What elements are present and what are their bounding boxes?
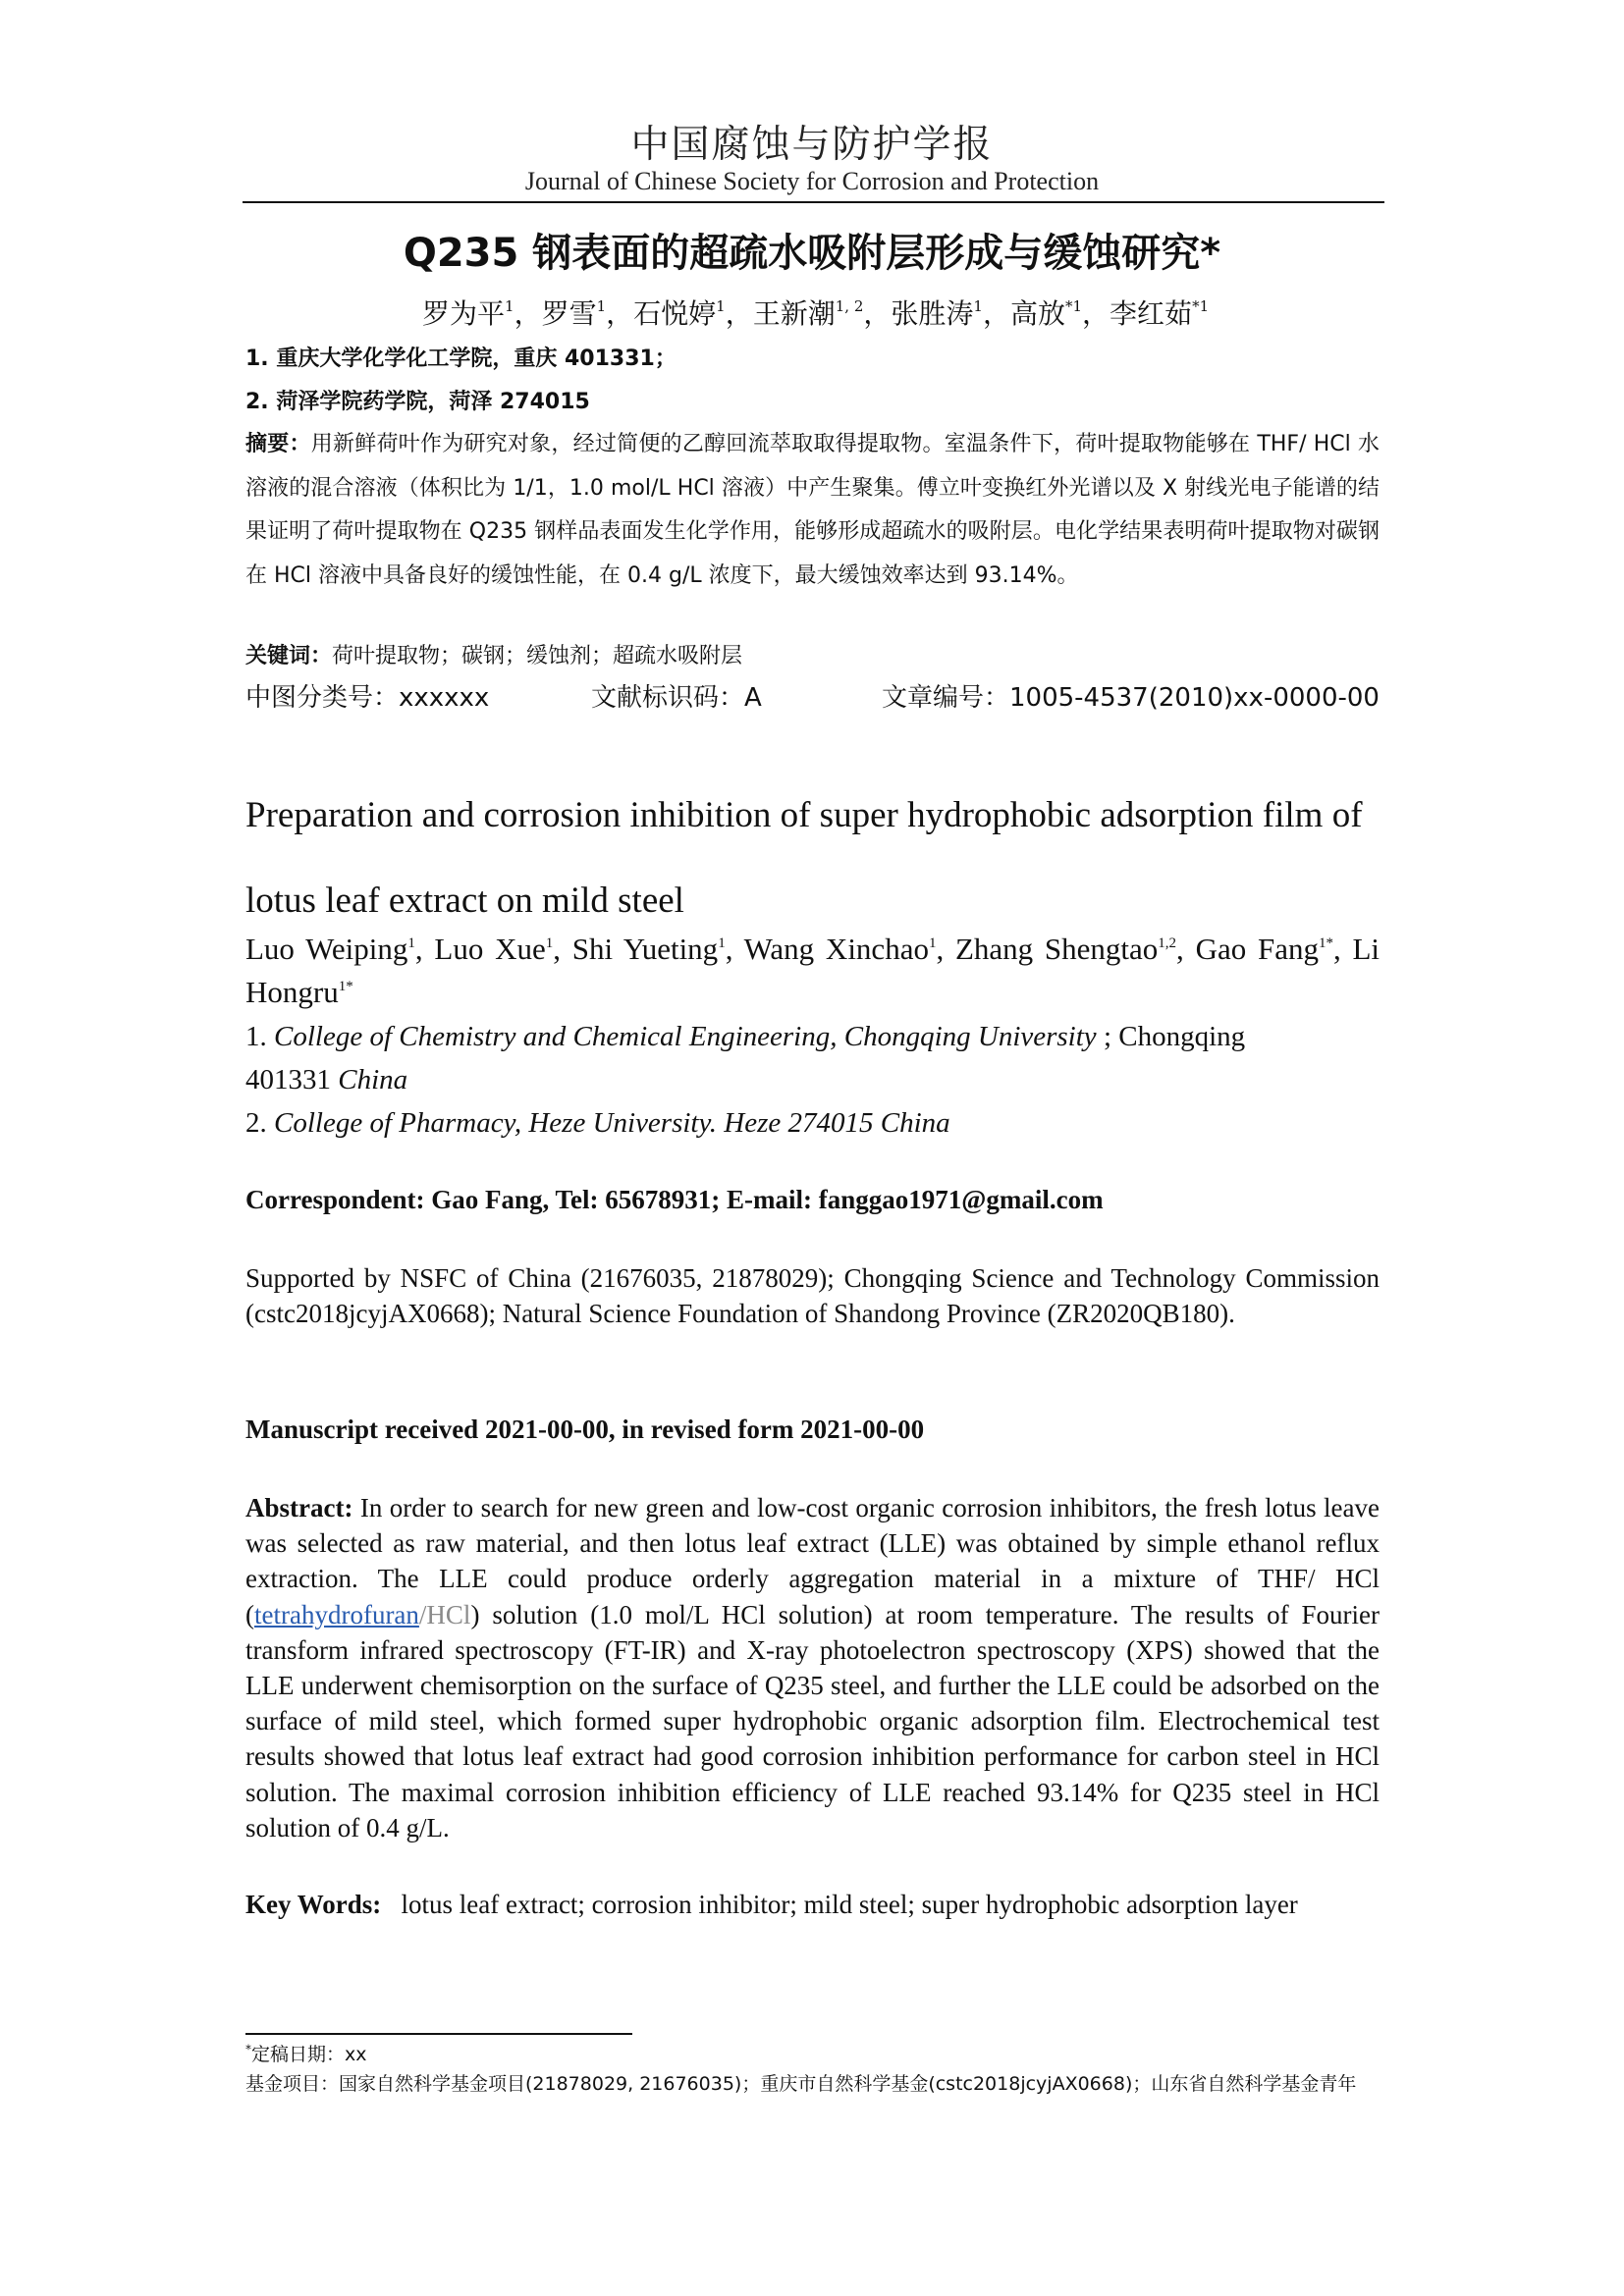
author-cn: 罗雪 (541, 297, 597, 330)
author-cn-sup: 1 (973, 297, 983, 315)
affiliation-en-2-num: 2. (245, 1107, 267, 1139)
author-en-sup: 1,2 (1158, 935, 1177, 951)
abstract-en-part1: In order to search for new green and low-cost organic corrosion inhibitors, the fresh lotus leave was selected as raw material, and then lotus leaf extract (LLE) was obtained by simple ethanol reflux extraction. The LLE could produce orderly aggregation material in a mixture of THF/ HCl ( (245, 1493, 1380, 1629)
keywords-en-text: lotus leaf extract; corrosion inhibitor; mild steel; super hydrophobic adsorption layer (401, 1890, 1298, 1919)
abstract-cn-text: 用新鲜荷叶作为研究对象，经过简便的乙醇回流萃取取得提取物。室温条件下，荷叶提取物能够在 THF/ HCl 水溶液的混合溶液（体积比为 1/1，1.0 mol/L HCl 溶液）中产生聚集。傅立叶变换红外光谱以及 X 射线光电子能谱的结果证明了荷叶提取物在 Q235 钢样品表面发生化学作用，能够形成超疏水的吸附层。电化学结果表明荷叶提取物对碳钢在 HCl 溶液中具备良好的缓蚀性能，在 0.4 g/L 浓度下，最大缓蚀效率达到 93.14%。 (245, 432, 1380, 588)
author-cn: 罗为平 (422, 297, 506, 330)
author-en: Wang Xinchao (743, 932, 929, 966)
author-en-sup: 1 (718, 935, 726, 951)
journal-title-cn: 中国腐蚀与防护学报 (630, 123, 994, 167)
author-en-sup: 1* (1318, 935, 1333, 951)
affiliation-en-1-name: College of Chemistry and Chemical Engineering, Chongqing University (274, 1021, 1097, 1052)
author-cn-sup: 1, 2 (835, 297, 864, 315)
authors-cn: 罗为平$^1$，罗雪$^1$，石悦婷$^1$，王新潮$^{1, 2}$，张胜涛$^1$，高放$^{*1}$，李红茹$^{*1}$ (422, 297, 1210, 330)
keywords-cn (245, 639, 742, 669)
hcl-link-text: /HCl (418, 1599, 471, 1629)
author-cn: 王新潮 (752, 297, 836, 330)
author-cn-sup: 1 (716, 297, 726, 315)
affiliation-en-2-name: College of Pharmacy, Heze University. Heze 274015 China (274, 1107, 950, 1139)
abstract-cn-label: 摘要： (245, 432, 311, 456)
author-cn: 李红茹 (1110, 297, 1193, 330)
header-divider (243, 201, 1384, 203)
keywords-en (245, 1887, 1380, 1922)
article-number: 文章编号：1005-4537(2010)xx-0000-00 (882, 683, 1380, 713)
author-en-sup: 1 (545, 935, 554, 951)
affiliation-cn-1: 1. 重庆大学化学化工学院，重庆 401331； (245, 347, 677, 371)
correspondent: Correspondent: Gao Fang, Tel: 65678931; E-mail: fanggao1971@gmail.com (245, 1185, 1104, 1214)
abstract-en-part2: ) solution (1.0 mol/L HCl solution) at room temperature. The results of Fourier transform infrared spectroscopy (FT-IR) and X-ray photoelectron spectroscopy (XPS) showed that the LLE underwent chemisorption on the surface of Q235 steel, and further the LLE could be adsorbed on the surface of mild steel, which formed super hydrophobic organic adsorption film. Electrochemical test results showed that lotus leaf extract had good corrosion inhibition performance for carbon steel in HCl solution. The maximal corrosion inhibition efficiency of LLE reached 93.14% for Q235 steel in HCl solution of 0.4 g/L. (245, 1599, 1380, 1842)
affiliation-en-1-zip: 401331 (245, 1064, 331, 1095)
footnote-date-text: 定稿日期：xx (251, 2044, 367, 2065)
clc-number: 中图分类号：xxxxxx (245, 683, 490, 713)
author-cn-sup: 1 (596, 297, 607, 315)
paper-title-cn: Q235 钢表面的超疏水吸附层形成与缓蚀研究* (403, 231, 1221, 276)
tetrahydrofuran-link[interactable]: tetrahydrofuran (254, 1599, 419, 1629)
journal-title-en: Journal of Chinese Society for Corrosion and Protection (524, 167, 1100, 195)
author-en: Li Hongru (245, 932, 1380, 1009)
author-en-sup: 1* (338, 979, 353, 994)
footnote-fund: 基金项目：国家自然科学基金项目(21878029, 21676035)；重庆市自然科学基金(cstc2018jcyjAX0668)；山东省自然科学基金青年 (245, 2073, 1357, 2095)
abstract-en-label: Abstract: (245, 1493, 353, 1522)
paper-title-en: Preparation and corrosion inhibition of super hydrophobic adsorption film of lotus leaf extract on mild steel (245, 795, 1363, 921)
footnote-mark: * (245, 2042, 251, 2056)
abstract-en (245, 1490, 1380, 1845)
affiliation-en-1 (245, 1015, 1384, 1101)
author-en: Gao Fang (1195, 932, 1319, 966)
abstract-cn (245, 423, 1380, 598)
affiliation-en-1-num: 1. (245, 1021, 267, 1052)
manuscript-received: Manuscript received 2021-00-00, in revised form 2021-00-00 (245, 1415, 925, 1444)
author-en: Luo Xue (434, 932, 546, 966)
footnote-date (245, 2040, 367, 2066)
author-en: Shi Yueting (571, 932, 719, 966)
keywords-cn-text: 荷叶提取物；碳钢；缓蚀剂；超疏水吸附层 (332, 644, 743, 668)
author-en: Luo Weiping (245, 932, 408, 966)
footnote-divider (245, 2033, 632, 2035)
keywords-cn-label: 关键词： (245, 644, 333, 668)
author-en: Zhang Shengtao (954, 932, 1159, 966)
author-en-sup: 1 (407, 935, 415, 951)
affiliation-cn-2: 2. 菏泽学院药学院，菏泽 274015 (245, 390, 590, 414)
affiliation-en-1-country: China (338, 1064, 408, 1095)
author-cn: 高放 (1009, 297, 1065, 330)
author-cn-sup: *1 (1192, 297, 1210, 315)
author-cn: 石悦婷 (633, 297, 717, 330)
document-code: 文献标识码：A (591, 683, 762, 713)
author-cn-sup: 1 (505, 297, 514, 315)
affiliation-en-2 (245, 1101, 1384, 1145)
author-en-sup: 1 (928, 935, 937, 951)
authors-en: Luo Weiping$^1$, Luo Xue$^1$, Shi Yueting$^1$, Wang Xinchao$^1$, Zhang Shengtao$^{1,2}$, Gao Fang$^{1*}$, Li Hongru$^{1*}$ (245, 932, 1380, 1009)
author-cn-sup: *1 (1064, 297, 1083, 315)
author-cn: 张胜涛 (891, 297, 974, 330)
funding-support: Supported by NSFC of China (21676035, 21878029); Chongqing Science and Technology Commission (cstc2018jcyjAX0668); Natural Science Foundation of Shandong Province (ZR2020QB180). (245, 1263, 1380, 1328)
affiliation-en-1-city: ; Chongqing (1103, 1021, 1246, 1052)
keywords-en-label: Key Words: (245, 1890, 382, 1919)
